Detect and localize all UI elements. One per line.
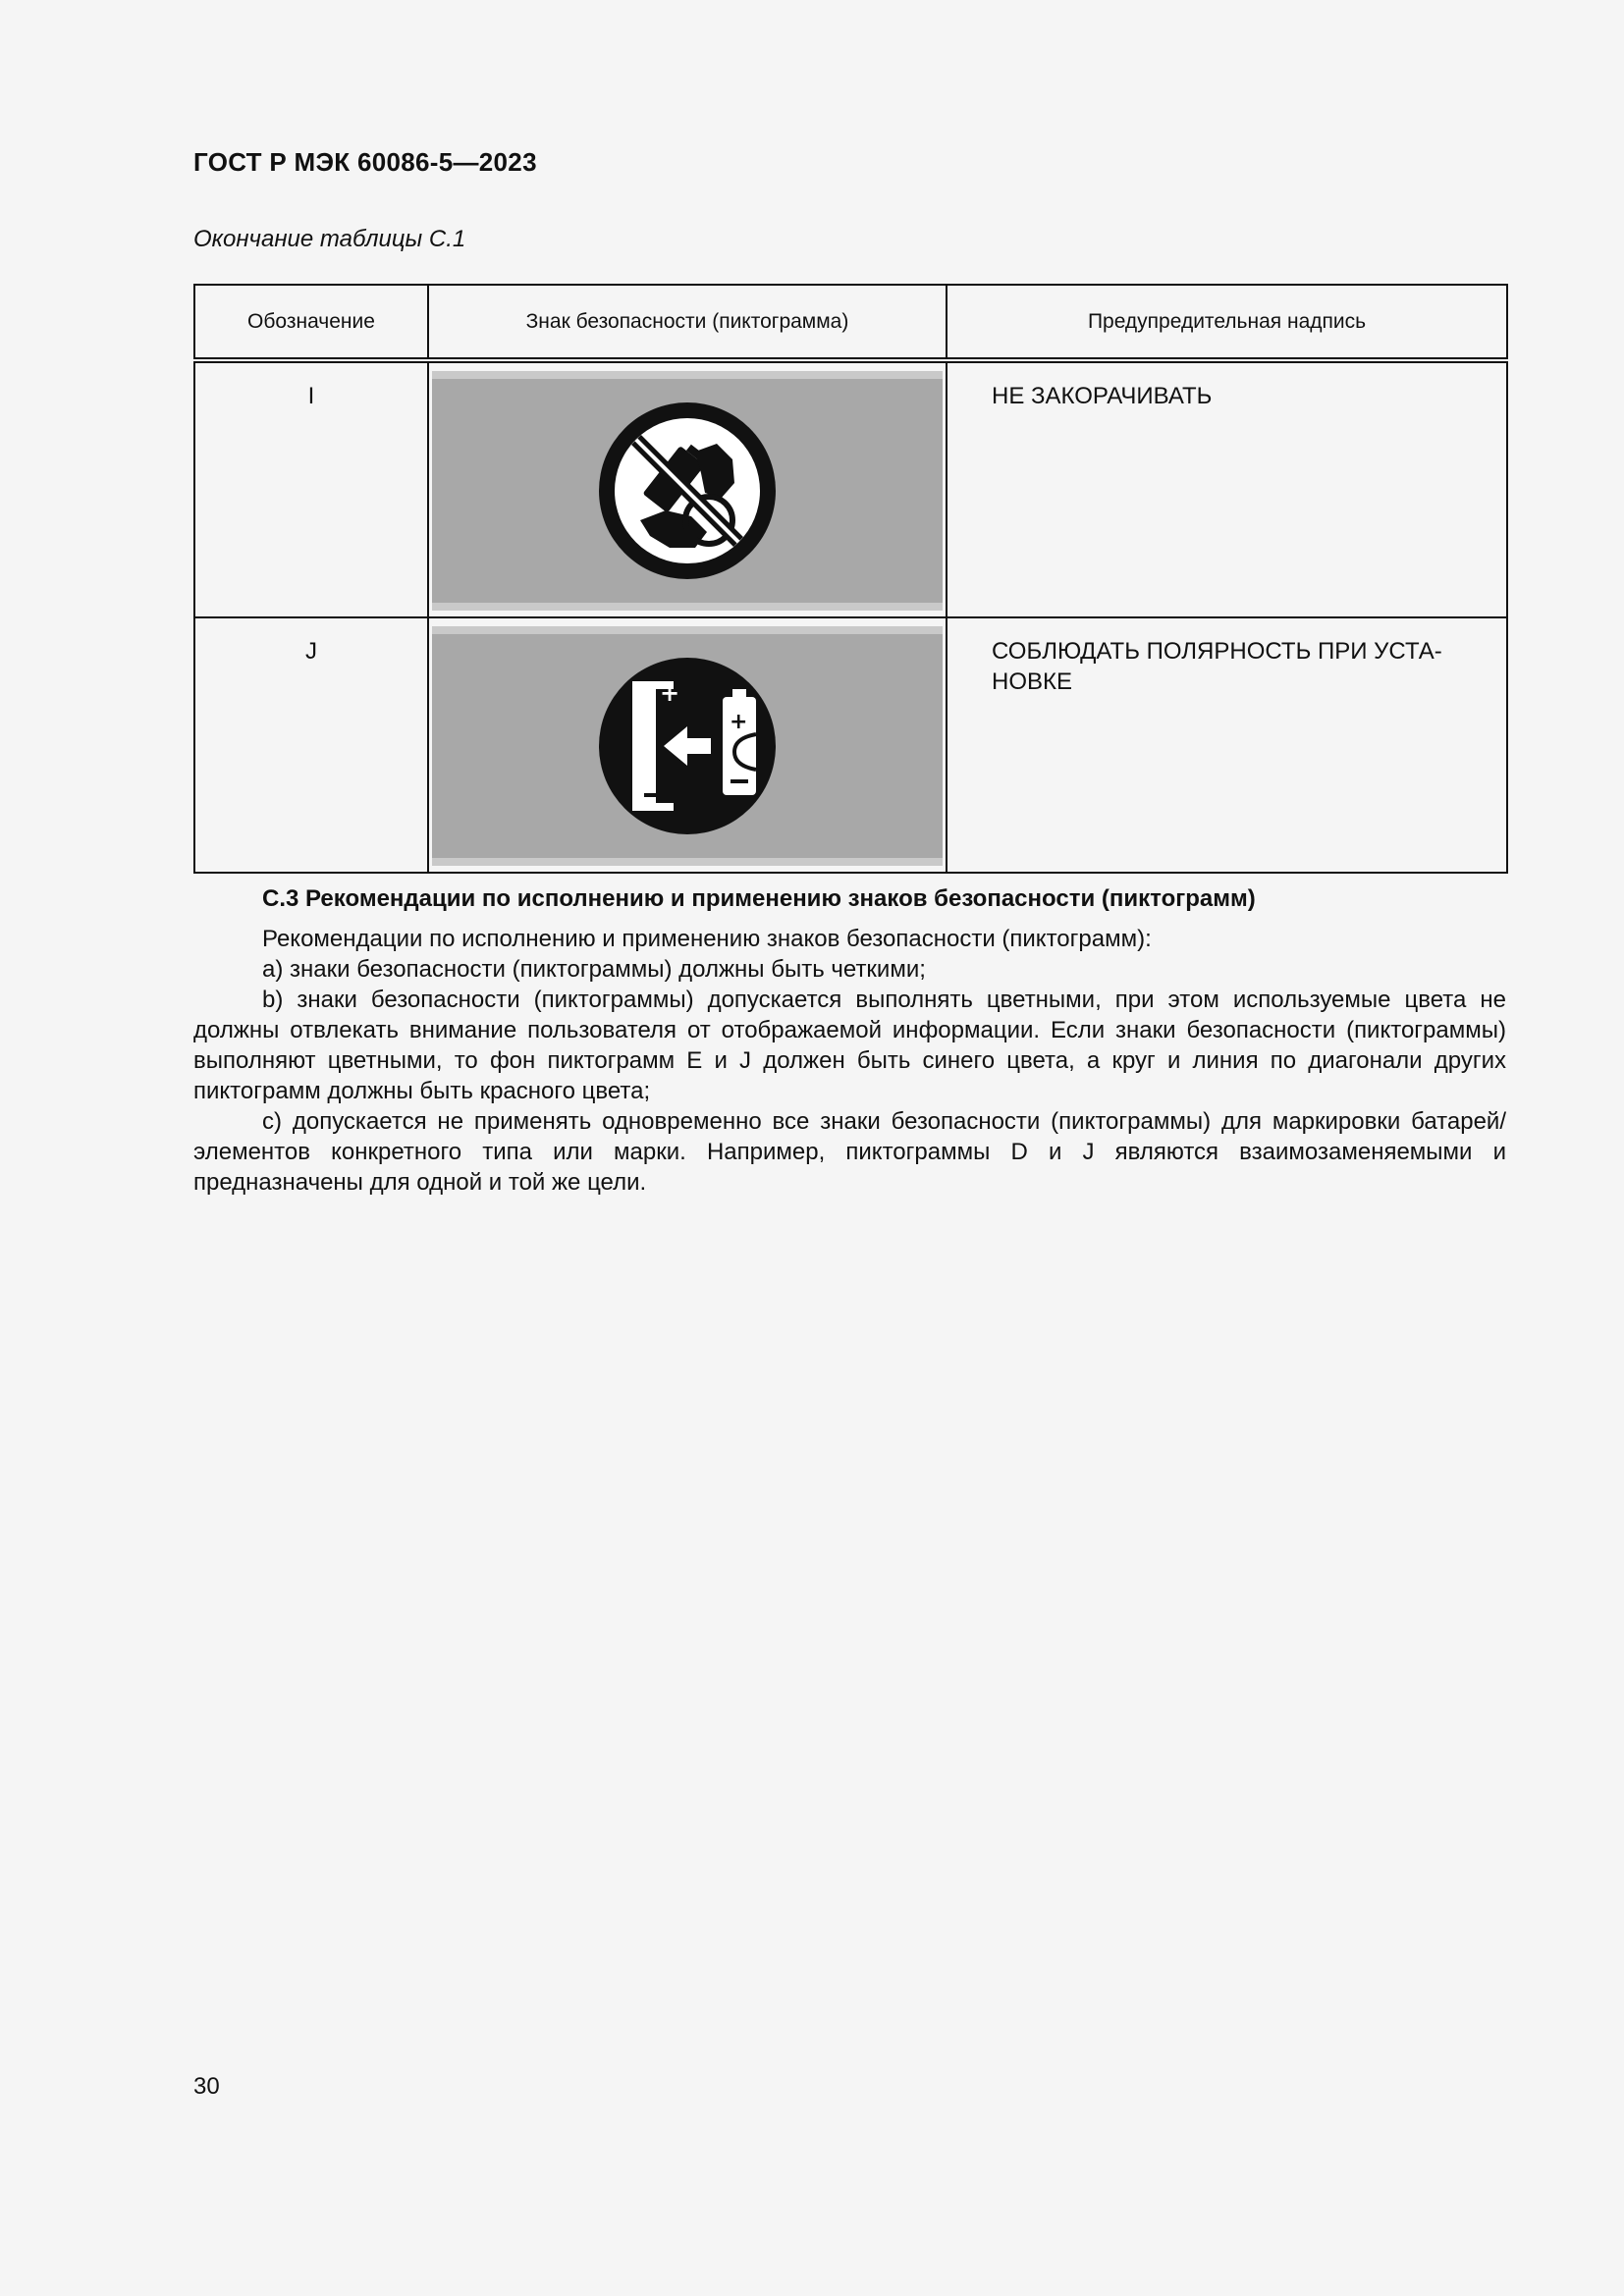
- row-sign-cell: [428, 360, 947, 617]
- table-row: [194, 617, 1507, 873]
- observe-polarity-icon: [597, 656, 778, 836]
- section-heading: С.3 Рекомендации по исполнению и применению знаков безопасности (пиктограмм): [262, 885, 1256, 912]
- list-item: a) знаки безопасности (пиктограммы) должны быть четкими;: [262, 956, 926, 983]
- table-row: [194, 360, 1507, 617]
- row-sign-cell: [428, 617, 947, 873]
- list-item: b) знаки безопасности (пиктограммы) допускается выполнять цветными, при этом используемые цвета не должны отвлекать внимание пользователя от отображаемой информации. Если знаки безопасности (пиктограммы) выполняют цветными, то фон пиктограмм Е и J должен быть синего цвета, а круг и линия по диагонали других пиктограмм должны быть красного цвета;: [193, 987, 1506, 1104]
- pictogram-frame: [432, 626, 943, 866]
- page-number: 30: [193, 2073, 220, 2100]
- list-item: c) допускается не применять одновременно все знаки безопасности (пиктограммы) для маркировки батарей/элементов конкретного типа или марки. Например, пиктограммы D и J являются взаимозаменяемыми и предназначены для одной и той же цели.: [193, 1108, 1506, 1196]
- row-warning: СОБЛЮДАТЬ ПОЛЯРНОСТЬ ПРИ УСТА-НОВКЕ: [947, 617, 1507, 873]
- section-c3: [193, 883, 1506, 1198]
- no-short-circuit-icon: [597, 400, 778, 581]
- pictogram-frame: [432, 371, 943, 611]
- svg-text:+: +: [730, 710, 748, 734]
- safety-signs-table: [193, 284, 1508, 874]
- document-header: ГОСТ Р МЭК 60086-5—2023: [193, 147, 537, 177]
- column-header-code: Обозначение: [194, 285, 428, 360]
- row-warning: НЕ ЗАКОРАЧИВАТЬ: [947, 360, 1507, 617]
- paragraph: Рекомендации по исполнению и применению знаков безопасности (пиктограмм):: [262, 926, 1152, 952]
- table-header-row: [194, 285, 1507, 360]
- column-header-sign: Знак безопасности (пиктограмма): [428, 285, 947, 360]
- column-header-warning: Предупредительная надпись: [947, 285, 1507, 360]
- row-code: I: [194, 360, 428, 617]
- table-caption: Окончание таблицы С.1: [193, 226, 466, 252]
- svg-text:+: +: [660, 679, 680, 707]
- row-code: J: [194, 617, 428, 873]
